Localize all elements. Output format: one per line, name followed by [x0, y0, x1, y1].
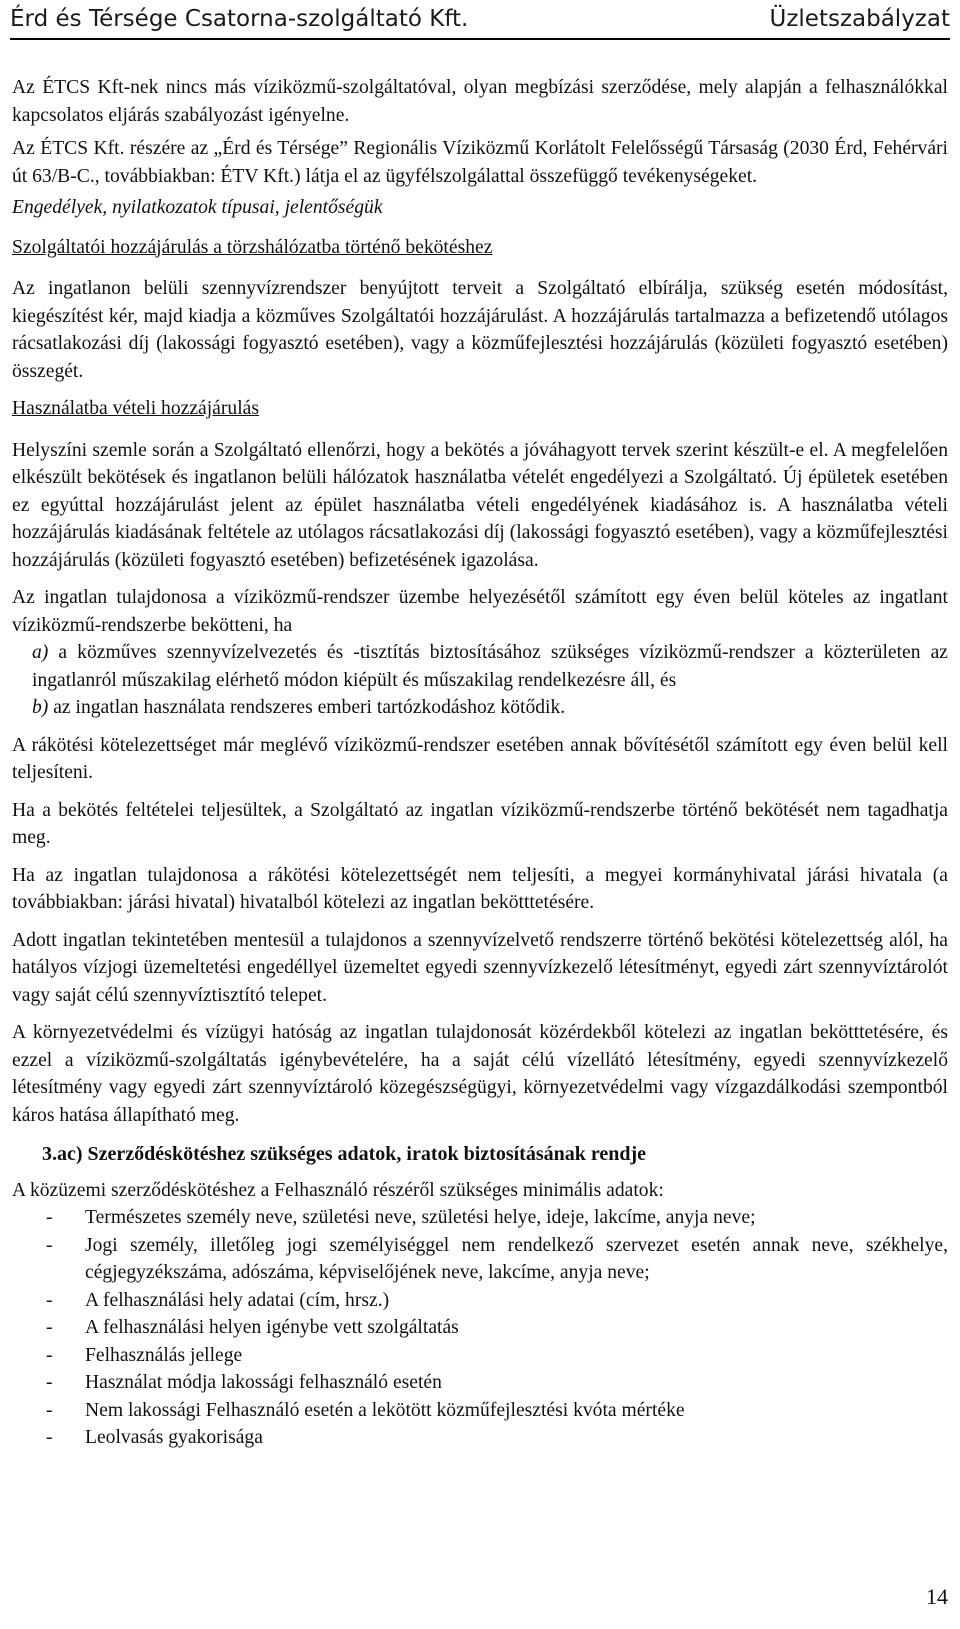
list-item: - A felhasználási hely adatai (cím, hrsz.) [12, 1287, 948, 1315]
condition-a-label: a) [32, 642, 49, 663]
list-item: - A felhasználási helyen igénybe vett szolgáltatás [12, 1314, 948, 1342]
paragraph: Ha a bekötés feltételei teljesültek, a Szolgáltató az ingatlan víziközmű-rendszerbe történő bekötését nem tagadhatja meg. [12, 799, 948, 848]
condition-a-text: a közműves szennyvízelvezetés és -tisztítás biztosításához szükséges víziközmű-rendszer a közterületen az ingatlanról műszakilag elérhető módon kiépült és műszakilag rendelkezésre áll, és [32, 642, 948, 691]
condition-b [12, 694, 948, 722]
subheading-service-approval: Szolgáltatói hozzájárulás a törzshálózatba történő bekötéshez [12, 236, 493, 258]
italic-heading: Engedélyek, nyilatkozatok típusai, jelentőségük [12, 197, 383, 218]
condition-b-label: b) [32, 697, 49, 718]
condition-a [12, 639, 948, 694]
list-item: - Jogi személy, illetőleg jogi személyiséggel nem rendelkező szervezet esetén annak neve, székhelye, cégjegyzékszáma, adószáma, képviselőjének neve, lakcíme, anyja neve; [12, 1232, 948, 1287]
list-item: - Leolvasás gyakorisága [12, 1424, 948, 1452]
page-content [12, 74, 948, 1452]
list-item: - Használat módja lakossági felhasználó esetén [12, 1369, 948, 1397]
paragraph: Ha az ingatlan tulajdonosa a rákötési kötelezettségét nem teljesíti, a megyei kormányhivatal járási hivatala (a továbbiakban: járási hivatal) hivatalból kötelezi az ingatlan bekötttetésére. [12, 864, 948, 913]
list-item: - Nem lakossági Felhasználó esetén a lekötött közműfejlesztési kvóta mértéke [12, 1397, 948, 1425]
paragraph: Az ÉTCS Kft-nek nincs más víziközmű-szolgáltatóval, olyan megbízási szerződése, mely alapján a felhasználókkal kapcsolatos eljárás szabályozást igényelne. [12, 77, 948, 126]
list-item: - Felhasználás jellege [12, 1342, 948, 1370]
paragraph: Az ingatlan tulajdonosa a víziközmű-rendszer üzembe helyezésétől számított egy éven belül köteles az ingatlant víziközmű-rendszerbe bekötteni, ha [12, 587, 948, 636]
paragraph: Az ingatlanon belüli szennyvízrendszer benyújtott terveit a Szolgáltató elbírálja, szükség esetén módosítást, kiegészítést kér, majd kiadja a közműves Szolgáltatói hozzájárulást. A hozzájárulás tartalmazza a befizetendő utólagos rácsatlakozási díj (lakossági fogyasztó esetében), vagy a közműfejlesztési hozzájárulás (közületi fogyasztó esetében) összegét. [12, 278, 948, 382]
connection-obligation-block [12, 584, 948, 722]
paragraph: A környezetvédelmi és vízügyi hatóság az ingatlan tulajdonosát közérdekből kötelezi az ingatlan bekötttetésére, és ezzel a víziközmű-szolgáltatás igénybevételére, ha a saját célú vízellátó létesítmény, egyedi szennyvízkezelő létesítmény vagy egyedi zárt szennyvíztároló közegészségügyi, környezetvédelmi vagy vízgazdálkodási szempontból káros hatása állapítható meg. [12, 1022, 948, 1126]
section-heading: 3.ac) Szerződéskötéshez szükséges adatok, iratok biztosításának rendje [42, 1143, 647, 1165]
condition-b-text: az ingatlan használata rendszeres emberi tartózkodáshoz kötődik. [48, 697, 566, 718]
header-company: Érd és Térsége Csatorna-szolgáltató Kft. [10, 6, 469, 32]
header-doc-title: Üzletszabályzat [769, 6, 950, 32]
subheading-usage-approval: Használatba vételi hozzájárulás [12, 398, 259, 419]
paragraph: A közüzemi szerződéskötéshez a Felhasználó részéről szükséges minimális adatok: [12, 1179, 664, 1201]
paragraph: Az ÉTCS Kft. részére az „Érd és Térsége” Regionális Víziközmű Korlátolt Felelősségű Társaság (2030 Érd, Fehérvári út 63/B-C., továbbiakban: ÉTV Kft.) látja el az ügyfélszolgálattal összefüggő tevékenységeket. [12, 138, 948, 187]
required-data-list [12, 1204, 948, 1452]
list-item: - Természetes személy neve, születési neve, születési helye, ideje, lakcíme, anyja neve; [12, 1204, 948, 1232]
paragraph: Helyszíni szemle során a Szolgáltató ellenőrzi, hogy a bekötés a jóváhagyott tervek szerint készült-e el. A megfelelően elkészült bekötések és ingatlanon belüli hálózatok használatba vételét engedélyezi a Szolgáltató. Új épületek esetében ez egyúttal hozzájárulást jelent az épület használatba vételi engedélyének kiadásához is. A használatba vételi hozzájárulás kiadásának feltétele az utólagos rácsatlakozási díj (lakossági fogyasztó esetében), vagy a közműfejlesztési hozzájárulás (közületi fogyasztó esetében) befizetésének igazolása. [12, 439, 948, 571]
page-header [10, 0, 950, 40]
page-number: 14 [926, 1584, 948, 1609]
paragraph: Adott ingatlan tekintetében mentesül a tulajdonos a szennyvízelvető rendszerre történő bekötési kötelezettség alól, ha hatályos vízjogi üzemeltetési engedéllyel üzemeltet egyedi szennyvízkezelő létesítményt, egyedi zárt szennyvíztárolót vagy saját célú szennyvíztisztító telepet. [12, 929, 948, 1006]
paragraph: A rákötési kötelezettséget már meglévő víziközmű-rendszer esetében annak bővítésétől számított egy éven belül kell teljesíteni. [12, 734, 948, 783]
